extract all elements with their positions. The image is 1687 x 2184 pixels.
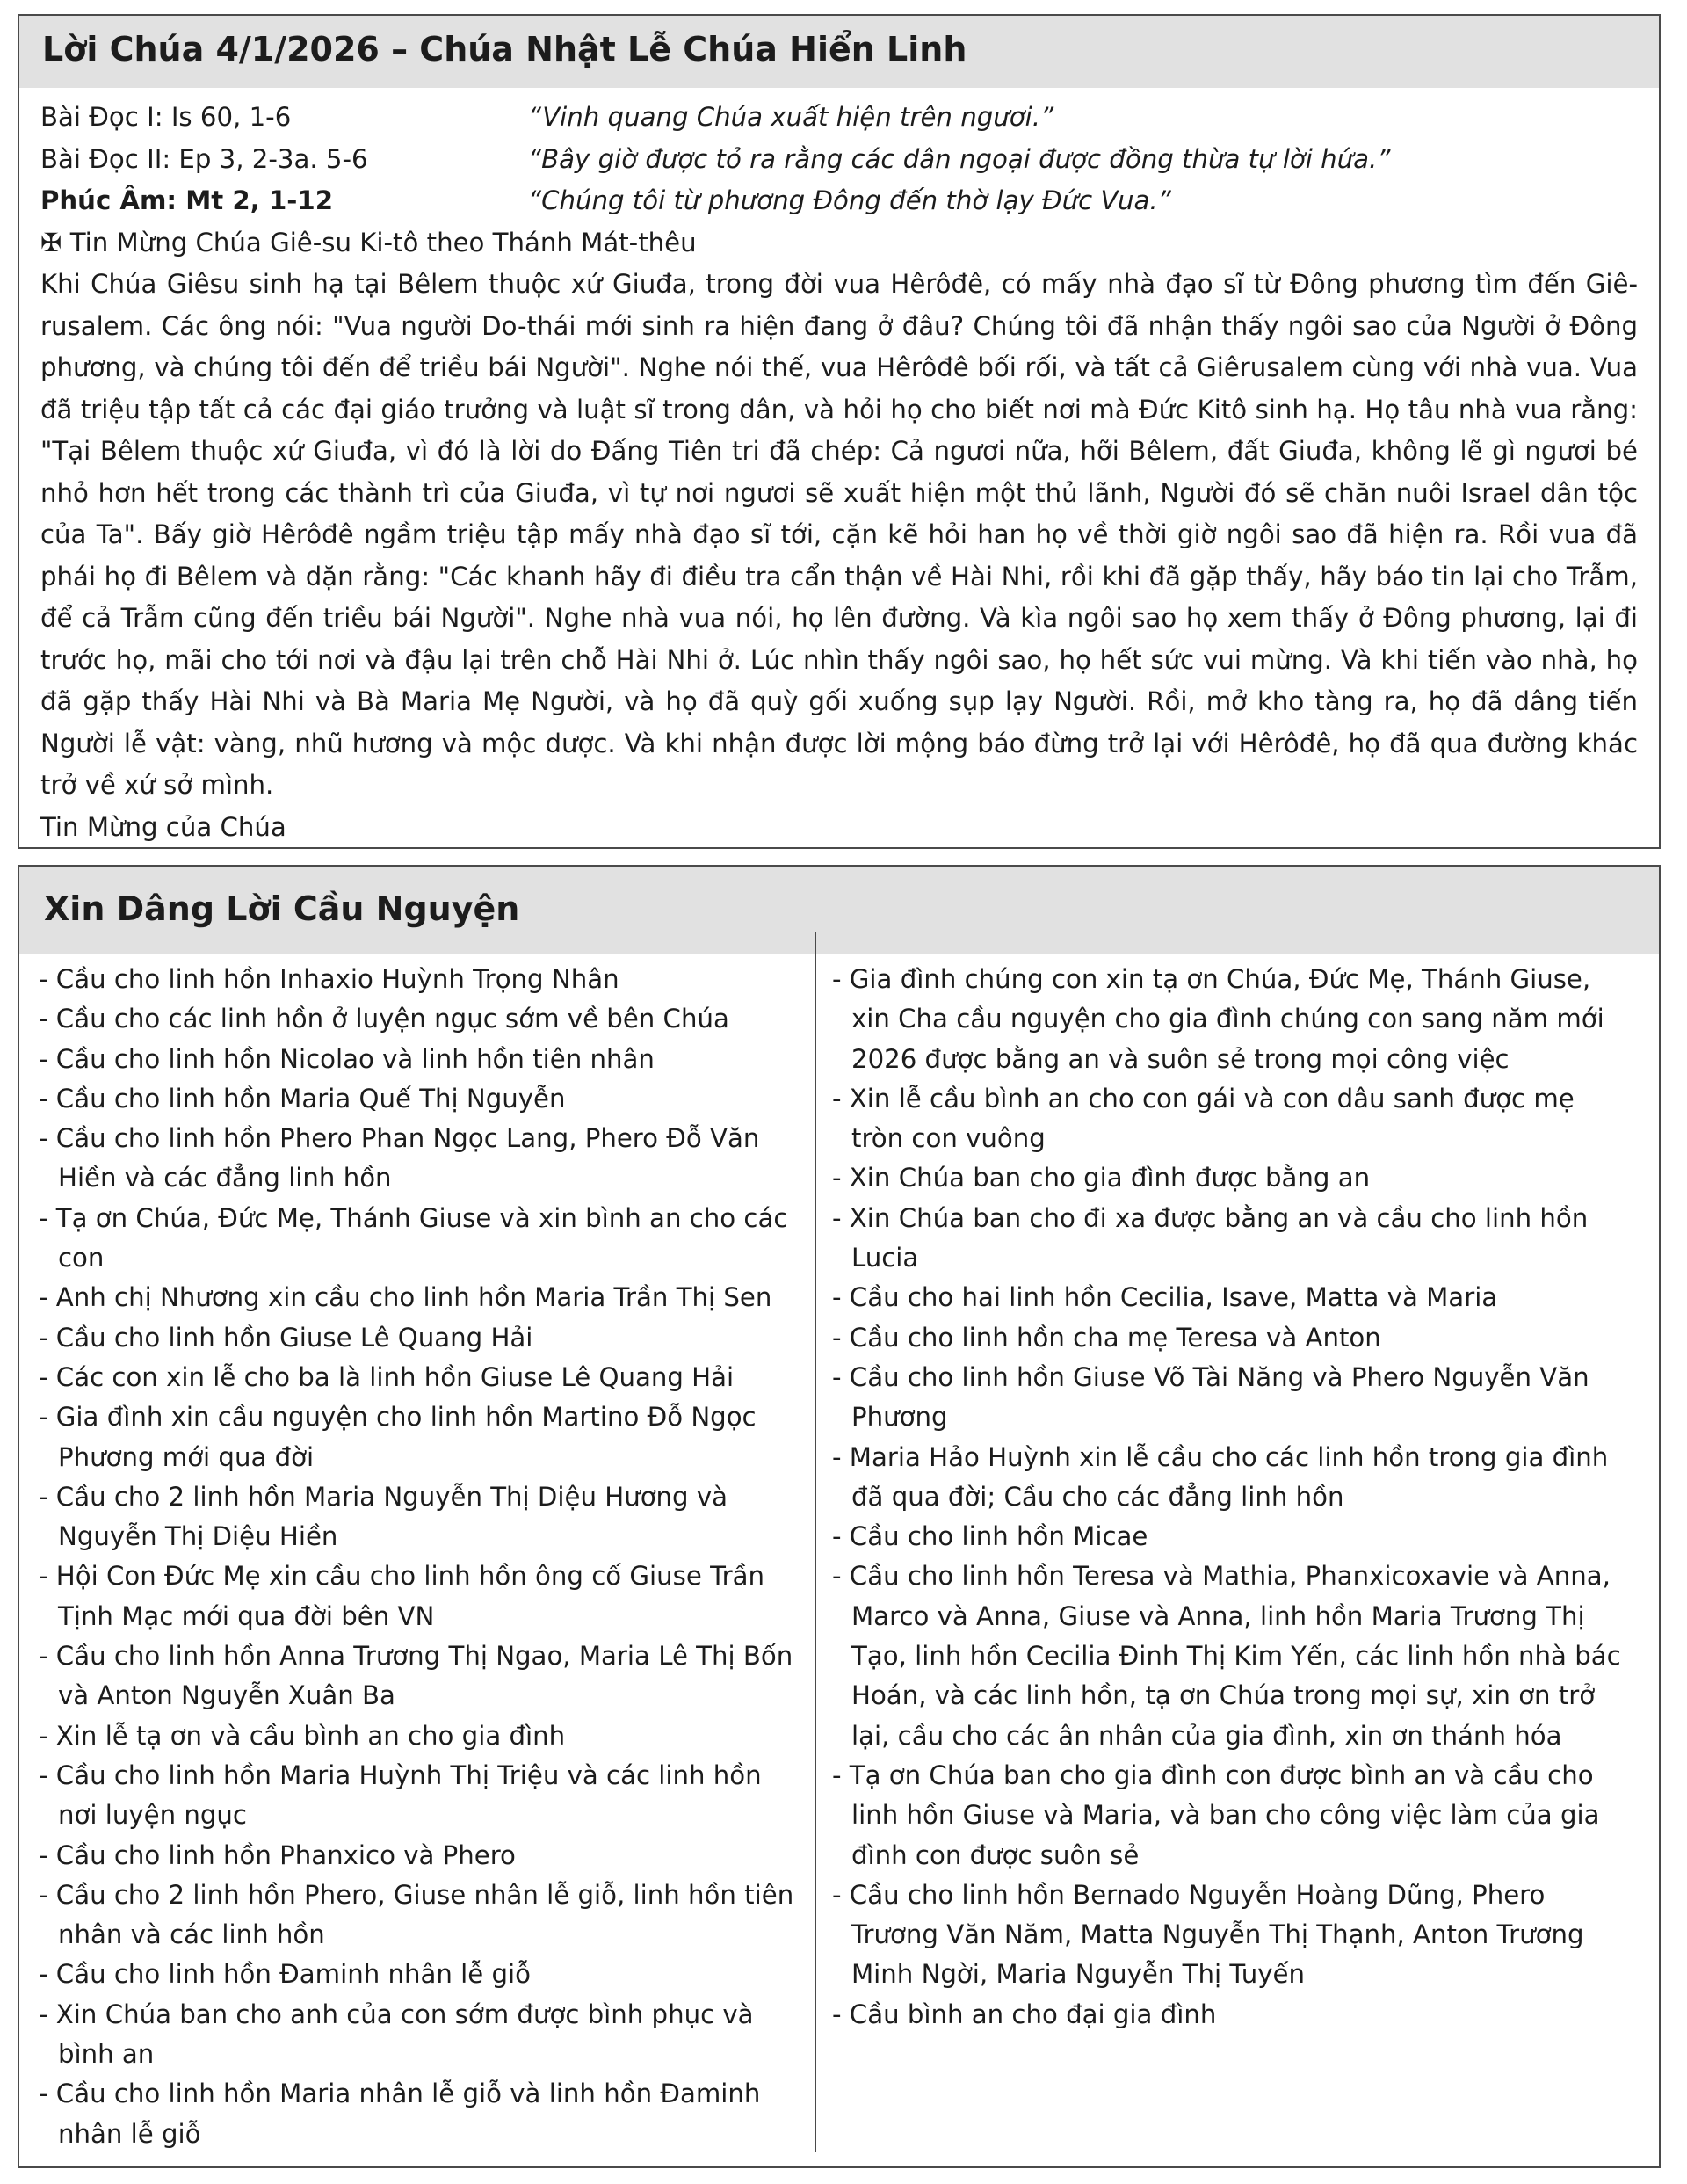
gospel-closing: Tin Mừng của Chúa [40, 811, 286, 842]
prayer-title: Xin Dâng Lời Cầu Nguyện [44, 889, 520, 928]
prayer-item: - Cầu cho hai linh hồn Cecilia, Isave, Matta và Maria [832, 1282, 1498, 1313]
prayer-item: - Cầu cho các linh hồn ở luyện ngục sớm về bên Chúa [39, 1004, 729, 1034]
readings-body [19, 88, 1659, 848]
prayer-item: - Cầu cho linh hồn Micae [832, 1521, 1148, 1552]
prayer-item: - Xin lễ cầu bình an cho con gái và con dâu sanh được mẹ tròn con vuông [832, 1083, 1575, 1154]
prayer-item: - Gia đình xin cầu nguyện cho linh hồn Martino Đỗ Ngọc Phương mới qua đời [39, 1402, 757, 1472]
prayer-item: - Hội Con Đức Mẹ xin cầu cho linh hồn ông cố Giuse Trần Tịnh Mạc mới qua đời bên VN [39, 1561, 764, 1631]
prayer-item: - Xin Chúa ban cho đi xa được bằng an và cầu cho linh hồn Lucia [832, 1202, 1589, 1273]
prayer-item: - Xin Chúa ban cho gia đình được bằng an [832, 1163, 1371, 1194]
prayer-item: - Cầu cho linh hồn Giuse Võ Tài Năng và Phero Nguyễn Văn Phương [832, 1361, 1589, 1433]
prayer-columns [19, 960, 1659, 2154]
reading-1-reference: Bài Đọc I: Is 60, 1-6 [40, 102, 292, 132]
prayer-item: - Maria Hảo Huỳnh xin lễ cầu cho các linh hồn trong gia đình đã qua đời; Cầu cho các đẳng linh hồn [832, 1441, 1609, 1512]
gospel-text: Khi Chúa Giêsu sinh hạ tại Bêlem thuộc xứ Giuđa, trong đời vua Hêrôđê, có mấy nhà đạo sĩ từ Đông phương tìm đến Giê-rusalem. Các ông nói: "Vua người Do-thái mới sinh ra hiện đang ở đâu? Chúng tôi đã nhận thấy ngôi sao của Người ở Đông phương, và chúng tôi đến để triều bái Người". Nghe nói thế, vua Hêrôđê bối rối, và tất cả Giêrusalem cùng với nhà vua. Vua đã triệu tập tất cả các đại giáo trưởng và luật sĩ trong dân, và hỏi họ cho biết nơi mà Đức Kitô sinh hạ. Họ tâu nhà vua rằng: "Tại Bêlem thuộc xứ Giuđa, vì đó là lời do Đấng Tiên tri đã chép: Cả ngươi nữa, hỡi Bêlem, đất Giuđa, không lẽ gì ngươi bé nhỏ hơn hết trong các thành trì của Giuđa, vì tự nơi ngươi sẽ xuất hiện một thủ lãnh, Người đó sẽ chăn nuôi Israel dân tộc của Ta". Bấy giờ Hêrôđê ngầm triệu tập mấy nhà đạo sĩ tới, cặn kẽ hỏi han họ về thời giờ ngôi sao đã hiện ra. Rồi vua đã phái họ đi Bêlem và dặn rằng: "Các khanh hãy đi điều tra cẩn thận về Hài Nhi, rồi khi đã gặp thấy, hãy báo tin lại cho Trẫm, để cả Trẫm cũng đến triều bái Người". Nghe nhà vua nói, họ lên đường. Và kìa ngôi sao họ xem thấy ở Đông phương, lại đi trước họ, mãi cho tới nơi và đậu lại trên chỗ Hài Nhi ở. Lúc nhìn thấy ngôi sao, họ hết sức vui mừng. Và khi tiến vào nhà, họ đã gặp thấy Hài Nhi và Bà Maria Mẹ Người, và họ đã quỳ gối xuống sụp lạy Người. Rồi, mở kho tàng ra, họ đã dâng tiến Người lễ vật: vàng, nhũ hương và mộc dược. Và khi nhận được lời mộng báo đừng trở lại với Hêrôđê, họ đã qua đường khác trở về xứ sở mình. [40, 269, 1638, 800]
reading-1-row [40, 97, 1638, 139]
reading-1-quote: “Vinh quang Chúa xuất hiện trên ngươi.” [528, 102, 1054, 132]
gospel-heading: ✠ Tin Mừng Chúa Giê-su Ki-tô theo Thánh Mát-thêu [40, 227, 697, 258]
prayer-item: - Cầu cho linh hồn Anna Trương Thị Ngao, Maria Lê Thị Bốn và Anton Nguyễn Xuân Ba [39, 1641, 793, 1711]
prayer-item: - Cầu cho linh hồn Maria nhân lễ giỗ và linh hồn Đaminh nhân lễ giỗ [39, 2079, 761, 2149]
prayer-item: - Cầu bình an cho đại gia đình [832, 1999, 1217, 2029]
prayer-item: - Cầu cho linh hồn Đaminh nhân lễ giỗ [39, 1959, 531, 1990]
readings-section [18, 14, 1661, 849]
reading-2-quote: “Bây giờ được tỏ ra rằng các dân ngoại được đồng thừa tự lời hứa.” [528, 143, 1391, 174]
gospel-quote: “Chúng tôi từ phương Đông đến thờ lạy Đức Vua.” [528, 185, 1171, 215]
prayer-item: - Xin lễ tạ ơn và cầu bình an cho gia đình [39, 1720, 566, 1751]
prayer-item: - Tạ ơn Chúa ban cho gia đình con được bình an và cầu cho linh hồn Giuse và Maria, và ban cho công việc làm của gia đình con được suôn sẻ [832, 1760, 1600, 1870]
prayer-item: - Xin Chúa ban cho anh của con sớm được bình phục và bình an [39, 1999, 754, 2070]
prayer-list-left [39, 960, 799, 2154]
prayer-item: - Cầu cho 2 linh hồn Maria Nguyễn Thị Diệu Hương và Nguyễn Thị Diệu Hiền [39, 1481, 728, 1552]
prayer-item: - Cầu cho linh hồn Nicolao và linh hồn tiên nhân [39, 1043, 655, 1074]
prayer-header [19, 867, 1659, 954]
readings-header [19, 16, 1659, 88]
prayer-item: - Cầu cho linh hồn Maria Huỳnh Thị Triệu và các linh hồn nơi luyện ngục [39, 1760, 762, 1831]
prayer-item: - Cầu cho linh hồn Phero Phan Ngọc Lang, Phero Đỗ Văn Hiền và các đẳng linh hồn [39, 1123, 760, 1194]
reading-2-reference: Bài Đọc II: Ep 3, 2-3a. 5-6 [40, 143, 368, 174]
prayer-item: - Cầu cho linh hồn Inhaxio Huỳnh Trọng Nhân [39, 964, 619, 994]
readings-title: Lời Chúa 4/1/2026 – Chúa Nhật Lễ Chúa Hiển Linh [42, 30, 967, 69]
prayer-item: - Các con xin lễ cho ba là linh hồn Giuse Lê Quang Hải [39, 1361, 735, 1392]
prayer-item: - Cầu cho linh hồn Teresa và Mathia, Phanxicoxavie và Anna, Marco và Anna, Giuse và Anna, linh hồn Maria Trương Thị Tạo, linh hồn Cecilia Đinh Thị Kim Yến, các linh hồn nhà bác Hoán, và các linh hồn, tạ ơn Chúa trong mọi sự, xin ơn trở lại, cầu cho các ân nhân của gia đình, xin ơn thánh hóa [832, 1561, 1621, 1751]
prayer-item: - Tạ ơn Chúa, Đức Mẹ, Thánh Giuse và xin bình an cho các con [39, 1202, 788, 1273]
prayer-item: - Cầu cho linh hồn Phanxico và Phero [39, 1839, 516, 1870]
prayer-item: - Cầu cho linh hồn cha mẹ Teresa và Anton [832, 1322, 1381, 1353]
reading-2-row [40, 139, 1638, 181]
prayer-item: - Anh chị Nhương xin cầu cho linh hồn Maria Trần Thị Sen [39, 1282, 772, 1313]
prayer-list-right [832, 960, 1623, 2154]
prayer-item: - Gia đình chúng con xin tạ ơn Chúa, Đức Mẹ, Thánh Giuse, xin Cha cầu nguyện cho gia đình chúng con sang năm mới 2026 được bằng an và suôn sẻ trong mọi công việc [832, 964, 1604, 1074]
gospel-row [40, 180, 1638, 222]
prayer-item: - Cầu cho linh hồn Maria Quế Thị Nguyễn [39, 1083, 566, 1114]
prayer-intentions-section [18, 865, 1661, 2168]
gospel-reference: Phúc Âm: Mt 2, 1-12 [40, 185, 334, 215]
prayer-item: - Cầu cho 2 linh hồn Phero, Giuse nhân lễ giỗ, linh hồn tiên nhân và các linh hồn [39, 1879, 794, 1950]
prayer-item: - Cầu cho linh hồn Giuse Lê Quang Hải [39, 1322, 533, 1353]
prayer-item: - Cầu cho linh hồn Bernado Nguyễn Hoàng Dũng, Phero Trương Văn Năm, Matta Nguyễn Thị Thạnh, Anton Trương Minh Ngời, Maria Nguyễn Thị Tuyến [832, 1879, 1584, 1990]
